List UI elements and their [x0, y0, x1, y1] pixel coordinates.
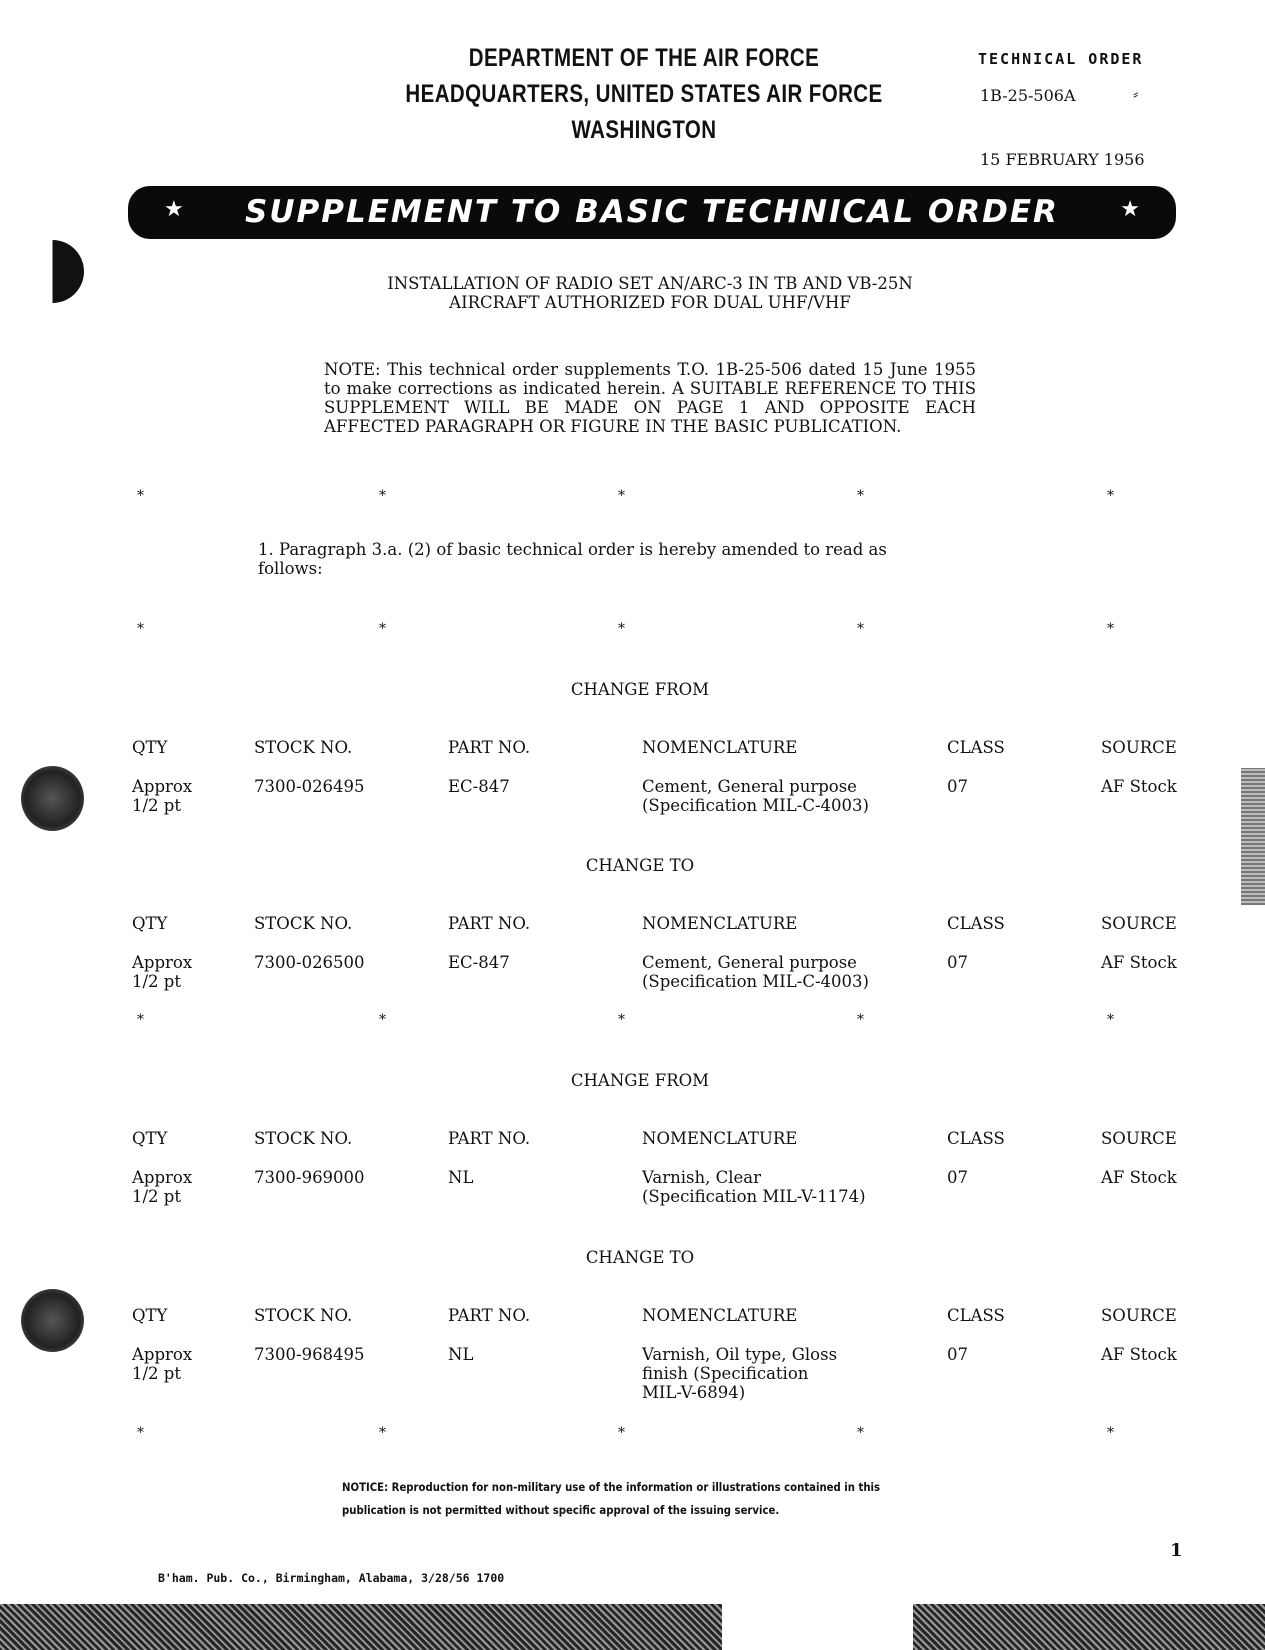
notice-line-1: NOTICE: Reproduction for non-military use of the information or illustrations contained in this	[342, 1480, 881, 1494]
section-title: CHANGE FROM	[570, 1071, 710, 1090]
column-header: QTY	[132, 914, 168, 933]
table-cell: 07	[947, 1345, 968, 1364]
table-cell: Cement, General purpose (Specification MIL-C-4003)	[642, 777, 869, 815]
asterisk-separator: *	[1107, 488, 1114, 504]
asterisk-separator: *	[618, 488, 625, 504]
column-header: STOCK NO.	[254, 1129, 353, 1148]
subject-line-1: INSTALLATION OF RADIO SET AN/ARC-3 IN TB AND VB-25N	[387, 274, 913, 293]
table-cell: EC-847	[448, 953, 510, 972]
asterisk-separator: *	[857, 1012, 864, 1028]
asterisk-separator: *	[1107, 1012, 1114, 1028]
column-header: SOURCE	[1101, 738, 1177, 757]
star-icon: ★	[164, 197, 184, 222]
asterisk-separator: *	[1107, 1425, 1114, 1441]
page-number: 1	[1170, 1540, 1183, 1561]
table-cell: 7300-968495	[254, 1345, 365, 1364]
date: 15 FEBRUARY 1956	[980, 150, 1145, 169]
asterisk-separator: *	[379, 621, 386, 637]
binder-hole	[0, 240, 84, 306]
header-line-1: DEPARTMENT OF THE AIR FORCE	[468, 44, 820, 72]
column-header: SOURCE	[1101, 914, 1177, 933]
column-header: CLASS	[947, 1129, 1005, 1148]
table-cell: 07	[947, 1168, 968, 1187]
star-icon: ★	[1120, 197, 1140, 222]
section-title: CHANGE TO	[585, 856, 695, 875]
table-cell: Approx 1/2 pt	[132, 777, 193, 815]
table-cell: AF Stock	[1101, 1345, 1177, 1364]
table-cell: AF Stock	[1101, 777, 1177, 796]
banner-title: SUPPLEMENT TO BASIC TECHNICAL ORDER	[245, 194, 1059, 230]
notice-line-2: publication is not permitted without specific approval of the issuing service.	[342, 1503, 780, 1517]
section-title: CHANGE TO	[585, 1248, 695, 1267]
column-header: PART NO.	[448, 1306, 531, 1325]
table-cell: AF Stock	[1101, 1168, 1177, 1187]
asterisk-separator: *	[137, 488, 144, 504]
table-cell: 7300-026500	[254, 953, 365, 972]
table-cell: 7300-026495	[254, 777, 365, 796]
table-cell: Cement, General purpose (Specification MIL-C-4003)	[642, 953, 869, 991]
table-cell: Approx 1/2 pt	[132, 1345, 193, 1383]
table-cell: 7300-969000	[254, 1168, 365, 1187]
scan-border	[0, 1604, 722, 1650]
column-header: CLASS	[947, 1306, 1005, 1325]
column-header: STOCK NO.	[254, 914, 353, 933]
technical-order-label: TECHNICAL ORDER	[978, 50, 1144, 68]
column-header: NOMENCLATURE	[642, 1306, 798, 1325]
header-line-3: WASHINGTON	[571, 116, 717, 144]
column-header: NOMENCLATURE	[642, 914, 798, 933]
table-cell: 07	[947, 777, 968, 796]
subject-line-2: AIRCRAFT AUTHORIZED FOR DUAL UHF/VHF	[449, 293, 851, 312]
table-cell: 07	[947, 953, 968, 972]
asterisk-separator: *	[379, 1012, 386, 1028]
table-cell: Varnish, Oil type, Gloss finish (Specification MIL-V-6894)	[642, 1345, 838, 1402]
column-header: NOMENCLATURE	[642, 1129, 798, 1148]
banner	[128, 186, 1176, 239]
column-header: SOURCE	[1101, 1129, 1177, 1148]
column-header: PART NO.	[448, 914, 531, 933]
column-header: STOCK NO.	[254, 1306, 353, 1325]
paragraph-line-2: follows:	[258, 559, 323, 578]
asterisk-separator: *	[857, 621, 864, 637]
table-cell: Approx 1/2 pt	[132, 953, 193, 991]
printer-imprint: B'ham. Pub. Co., Birmingham, Alabama, 3/28/56 1700	[158, 1571, 505, 1585]
asterisk-separator: *	[1107, 621, 1114, 637]
paragraph-line-1: 1. Paragraph 3.a. (2) of basic technical order is hereby amended to read as	[258, 540, 887, 559]
asterisk-separator: *	[618, 1012, 625, 1028]
table-cell: Approx 1/2 pt	[132, 1168, 193, 1206]
asterisk-separator: *	[857, 488, 864, 504]
subject	[324, 274, 976, 312]
column-header: QTY	[132, 738, 168, 757]
column-header: QTY	[132, 1306, 168, 1325]
asterisk-separator: *	[137, 1425, 144, 1441]
asterisk-separator: *	[618, 621, 625, 637]
column-header: STOCK NO.	[254, 738, 353, 757]
section-title: CHANGE FROM	[570, 680, 710, 699]
column-header: NOMENCLATURE	[642, 738, 798, 757]
asterisk-separator: *	[137, 1012, 144, 1028]
check-mark: ⸗	[1133, 84, 1139, 103]
table-cell: NL	[448, 1168, 474, 1187]
table-cell: AF Stock	[1101, 953, 1177, 972]
column-header: PART NO.	[448, 1129, 531, 1148]
technical-order-number: 1B-25-506A	[980, 86, 1076, 105]
binder-hole	[21, 766, 84, 831]
table-cell: Varnish, Clear (Specification MIL-V-1174)	[642, 1168, 866, 1206]
asterisk-separator: *	[137, 621, 144, 637]
binder-hole	[21, 1289, 84, 1352]
table-cell: NL	[448, 1345, 474, 1364]
asterisk-separator: *	[857, 1425, 864, 1441]
column-header: CLASS	[947, 914, 1005, 933]
column-header: PART NO.	[448, 738, 531, 757]
paragraph-1	[258, 540, 887, 578]
note: NOTE: This technical order supplements T.O. 1B-25-506 dated 15 June 1955 to make corrections as indicated herein. A SUITABLE REFERENCE TO THIS SUPPLEMENT WILL BE MADE ON PAGE 1 AND OPPOSITE EACH AFFECTED PARAGRAPH OR FIGURE IN THE BASIC PUBLICATION.	[324, 360, 976, 436]
scan-edge-mark	[1241, 768, 1265, 905]
asterisk-separator: *	[618, 1425, 625, 1441]
scan-border	[913, 1604, 1265, 1650]
column-header: QTY	[132, 1129, 168, 1148]
column-header: SOURCE	[1101, 1306, 1177, 1325]
table-cell: EC-847	[448, 777, 510, 796]
asterisk-separator: *	[379, 488, 386, 504]
header-line-2: HEADQUARTERS, UNITED STATES AIR FORCE	[405, 80, 883, 108]
asterisk-separator: *	[379, 1425, 386, 1441]
column-header: CLASS	[947, 738, 1005, 757]
